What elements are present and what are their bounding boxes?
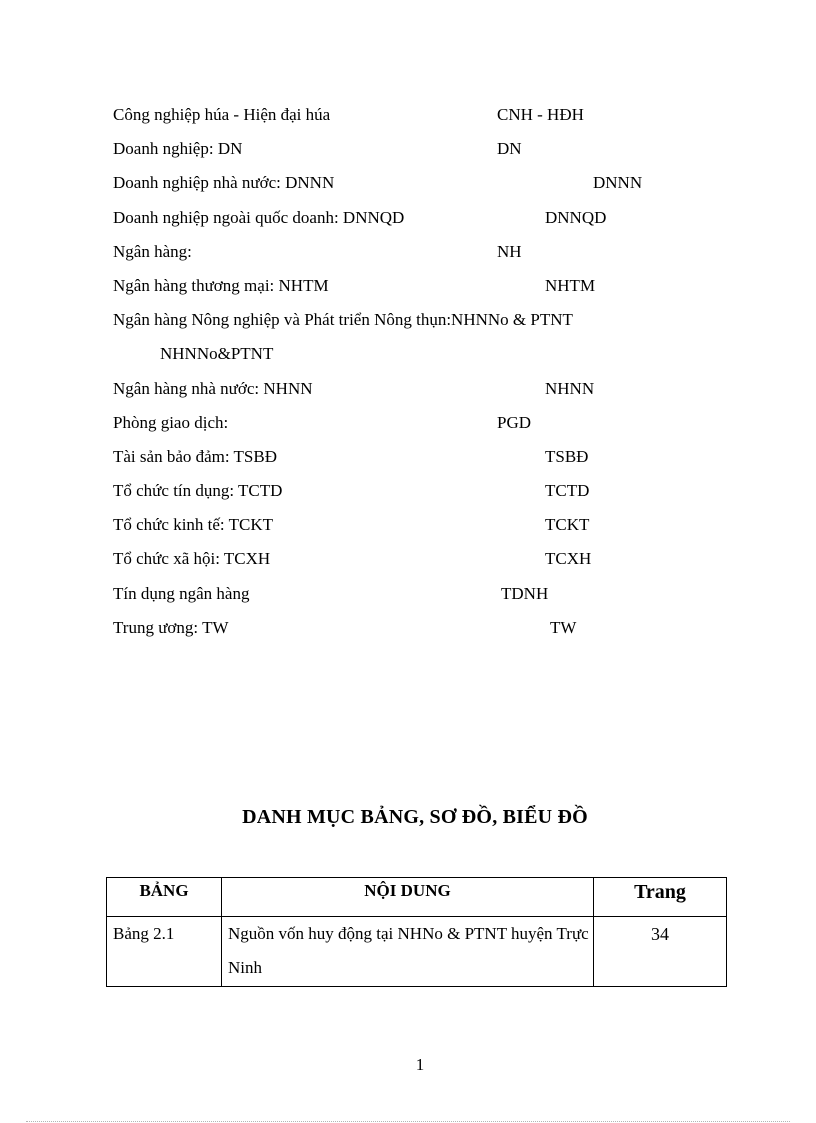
table-header-row [107,878,727,917]
abbreviation-code: TW [550,617,577,637]
abbreviation-row [113,474,733,508]
abbreviation-code: TDNH [501,583,549,603]
abbreviation-code: DNNQD [545,207,607,227]
abbreviation-row [113,201,733,235]
abbreviation-term: Tổ chức kinh tế: TCKT [113,515,273,535]
column-header-page: Trang [594,878,727,917]
abbreviation-row [113,508,733,542]
abbreviation-row [113,577,733,611]
abbreviation-code: TCKT [545,515,590,535]
abbreviation-code: TSBĐ [545,446,589,466]
abbreviation-term: Tổ chức tín dụng: TCTD [113,481,283,501]
table-row [107,917,727,987]
abbreviation-term: Doanh nghiệp: DN [113,139,243,159]
abbreviation-term: Phòng giao dịch: [113,412,229,432]
table-code-cell: Bảng 2.1 [107,917,222,987]
abbreviation-term: Doanh nghiệp nhà nước: DNNN [113,173,335,193]
abbreviation-code: NH [497,241,522,261]
abbreviation-code: PGD [497,412,532,432]
column-header-content: NỘI DUNG [222,878,594,917]
section-title: DANH MỤC BẢNG, SƠ ĐỒ, BIỂU ĐỒ [242,806,588,828]
abbreviation-row [113,98,733,132]
abbreviation-term: Ngân hàng nhà nước: NHNN [113,378,313,398]
abbreviation-code: CNH - HĐH [497,105,584,124]
abbreviation-code: TCTD [545,481,590,501]
abbreviation-row [113,132,733,166]
abbreviation-term: Ngân hàng thương mại: NHTM [113,275,329,295]
abbreviation-row [113,235,733,269]
abbreviation-row [113,406,733,440]
abbreviation-term: Doanh nghiệp ngoài quốc doanh: DNNQD [113,207,405,227]
abbreviation-code: DNNN [593,173,643,193]
table-page-cell: 34 [594,917,727,987]
abbreviation-row [113,542,733,576]
tables-list [106,877,727,987]
column-header-code: BẢNG [107,878,222,917]
abbreviation-row [113,440,733,474]
abbreviation-term: Tín dụng ngân hàng [113,583,250,603]
page-number: 1 [415,1055,425,1074]
abbreviation-term: Công nghiệp húa - Hiện đại húa [113,105,331,124]
abbreviation-row [113,303,733,337]
abbreviation-term: Tổ chức xã hội: TCXH [113,549,271,569]
abbreviation-row [113,372,733,406]
abbreviation-term: Ngân hàng: [113,241,192,261]
abbreviation-row [113,166,733,200]
abbreviation-row [113,611,733,645]
page-bottom-divider [26,1121,790,1122]
abbreviation-code: NHNNo&PTNT [160,344,274,364]
abbreviation-term: Trung ương: TW [113,617,229,637]
abbreviation-row [113,337,733,371]
abbreviation-code: NHTM [545,275,596,295]
abbreviation-code: TCXH [545,549,592,569]
abbreviation-list [113,98,733,645]
abbreviation-term: Tài sản bảo đảm: TSBĐ [113,446,277,466]
table-content-cell: Nguồn vốn huy động tại NHNo & PTNT huyện Trực Ninh [222,917,594,987]
abbreviation-code: NHNN [545,378,595,398]
abbreviation-term: Ngân hàng Nông nghiệp và Phát triển Nông thụn:NHNNo & PTNT [113,310,573,330]
abbreviation-code: DN [497,139,522,159]
abbreviation-row [113,269,733,303]
